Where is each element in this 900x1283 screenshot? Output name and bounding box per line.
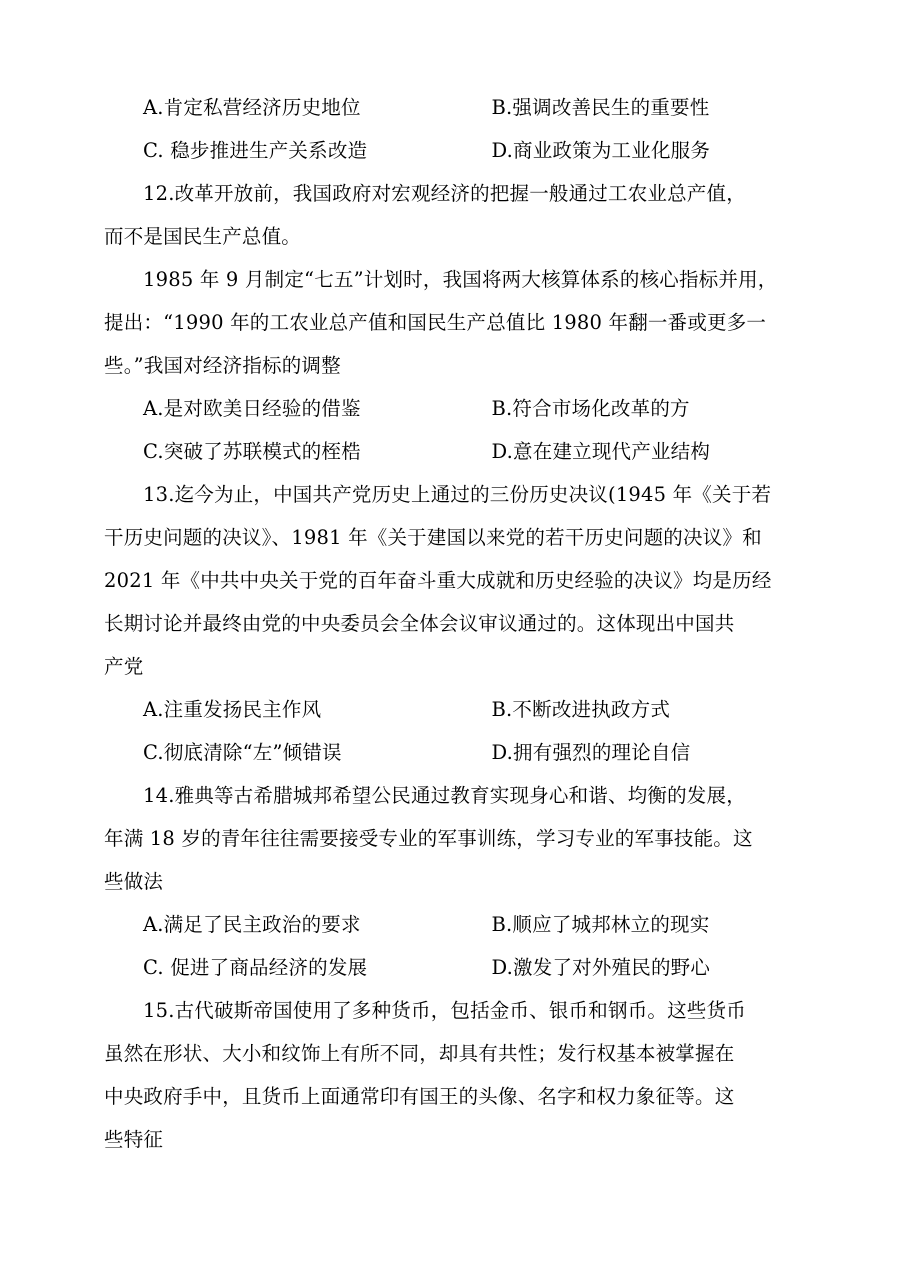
option-b[interactable]: B.顺应了城邦林立的现实 — [491, 913, 710, 936]
question-12-line-1: 12.改革开放前，我国政府对宏观经济的把握一般通过工农业总产值， — [143, 182, 746, 205]
option-a[interactable]: A.是对欧美日经验的借鉴 — [143, 397, 361, 420]
option-row — [104, 387, 796, 430]
question-14-line-1: 14.雅典等古希腊城邦希望公民通过教育实现身心和谐、均衡的发展， — [143, 784, 746, 807]
option-row — [104, 731, 796, 774]
question-13-line-1: 13.迄今为止，中国共产党历史上通过的三份历史决议(1945 年《关于若 — [143, 483, 772, 506]
option-b[interactable]: B.符合市场化改革的方 — [491, 397, 690, 420]
option-c[interactable]: C.突破了苏联模式的桎梏 — [143, 440, 361, 463]
question-14-line-3: 些做法 — [104, 870, 164, 893]
question-15-line-2: 虽然在形状、大小和纹饰上有所不同，却具有共性；发行权基本被掌握在 — [104, 1042, 735, 1065]
question-12-line-2: 而不是国民生产总值。 — [104, 225, 302, 248]
option-c[interactable]: C. 促进了商品经济的发展 — [143, 956, 368, 979]
question-12-line-3: 1985 年 9 月制定“七五”计划时，我国将两大核算体系的核心指标并用， — [143, 268, 778, 291]
option-row — [104, 430, 796, 473]
option-b[interactable]: B.不断改进执政方式 — [491, 698, 671, 721]
option-row — [104, 903, 796, 946]
question-12-line-4: 提出：“1990 年的工农业总产值和国民生产总值比 1980 年翻一番或更多一 — [104, 311, 767, 334]
options-q11 — [104, 86, 796, 172]
question-12 — [104, 172, 796, 473]
document-body — [104, 86, 796, 1161]
option-row — [104, 86, 796, 129]
option-a[interactable]: A.满足了民主政治的要求 — [143, 913, 361, 936]
question-12-line-5: 些。”我国对经济指标的调整 — [104, 354, 341, 377]
question-15-line-3: 中央政府手中，且货币上面通常印有国王的头像、名字和权力象征等。这 — [104, 1085, 735, 1108]
option-c[interactable]: C.彻底清除“左”倾错误 — [143, 741, 342, 764]
question-13-line-2: 干历史问题的决议》、1981 年《关于建国以来党的若干历史问题的决议》和 — [104, 526, 762, 549]
option-d[interactable]: D.商业政策为工业化服务 — [491, 139, 711, 162]
option-row — [104, 688, 796, 731]
question-13-line-3: 2021 年《中共中央关于党的百年奋斗重大成就和历史经验的决议》均是历经 — [104, 569, 772, 592]
question-14-line-2: 年满 18 岁的青年往往需要接受专业的军事训练，学习专业的军事技能。这 — [104, 827, 753, 850]
question-15-line-4: 些特征 — [104, 1128, 164, 1151]
question-14 — [104, 774, 796, 989]
option-c[interactable]: C. 稳步推进生产关系改造 — [143, 139, 368, 162]
option-b[interactable]: B.强调改善民生的重要性 — [491, 96, 710, 119]
option-row — [104, 129, 796, 172]
question-13-line-5: 产党 — [104, 655, 144, 678]
question-13 — [104, 473, 796, 774]
option-d[interactable]: D.意在建立现代产业结构 — [491, 440, 711, 463]
option-a[interactable]: A.注重发扬民主作风 — [143, 698, 322, 721]
question-13-line-4: 长期讨论并最终由党的中央委员会全体会议审议通过的。这体现出中国共 — [104, 612, 735, 635]
option-a[interactable]: A.肯定私营经济历史地位 — [143, 96, 361, 119]
option-d[interactable]: D.拥有强烈的理论自信 — [491, 741, 691, 764]
option-d[interactable]: D.激发了对外殖民的野心 — [491, 956, 711, 979]
option-row — [104, 946, 796, 989]
question-15-line-1: 15.古代破斯帝国使用了多种货币，包括金币、银币和钢币。这些货币 — [143, 999, 746, 1022]
question-15 — [104, 989, 796, 1161]
